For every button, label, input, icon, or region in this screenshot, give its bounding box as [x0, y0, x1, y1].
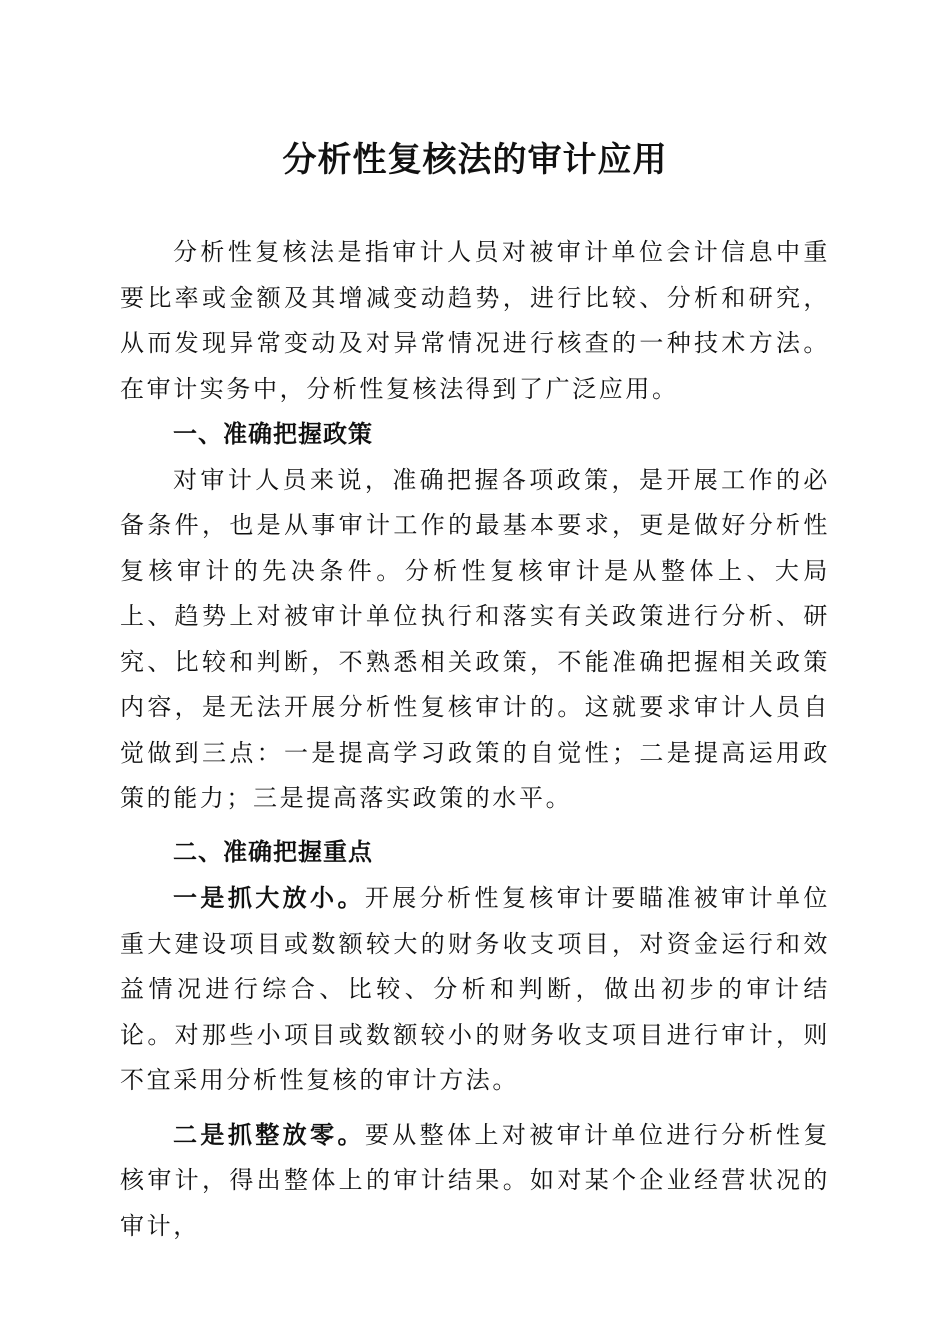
section-heading-focus: 二、准确把握重点: [173, 837, 373, 866]
document-title: 分析性复核法的审计应用: [282, 140, 668, 180]
focus-point-2-lead: 二是抓整放零。: [173, 1119, 365, 1149]
focus-point-2-paragraph: [120, 1112, 830, 1250]
focus-point-1-body: 开展分析性复核审计要瞄准被审计单位重大建设项目或数额较大的财务收支项目，对资金运行和效益情况进行综合、比较、分析和判断，做出初步的审计结论。对那些小项目或数额较小的财务收支项目进行审计，则不宜采用分析性复核的审计方法。: [120, 884, 830, 1094]
section-heading-policy: 一、准确把握政策: [173, 420, 373, 448]
document-body: [120, 230, 830, 1249]
section-policy-paragraph: 对审计人员来说，准确把握各项政策，是开展工作的必备条件，也是从事审计工作的最基本要求，更是做好分析性复核审计的先决条件。分析性复核审计是从整体上、大局上、趋势上对被审计单位执行和落实有关政策进行分析、研究、比较和判断，不熟悉相关政策，不能准确把握相关政策内容，是无法开展分析性复核审计的。这就要求审计人员自觉做到三点：一是提高学习政策的自觉性；二是提高运用政策的能力；三是提高落实政策的水平。: [120, 465, 830, 812]
intro-paragraph: 分析性复核法是指审计人员对被审计单位会计信息中重要比率或金额及其增减变动趋势，进行比较、分析和研究，从而发现异常变动及对异常情况进行核查的一种技术方法。在审计实务中，分析性复核法得到了广泛应用。: [120, 238, 830, 403]
focus-point-2-body: 要从整体上对被审计单位进行分析性复核审计，得出整体上的审计结果。如对某个企业经营状况的审计，: [120, 1120, 830, 1240]
focus-point-1-paragraph: [120, 875, 830, 1104]
focus-point-1-lead: 一是抓大放小。: [173, 883, 365, 912]
